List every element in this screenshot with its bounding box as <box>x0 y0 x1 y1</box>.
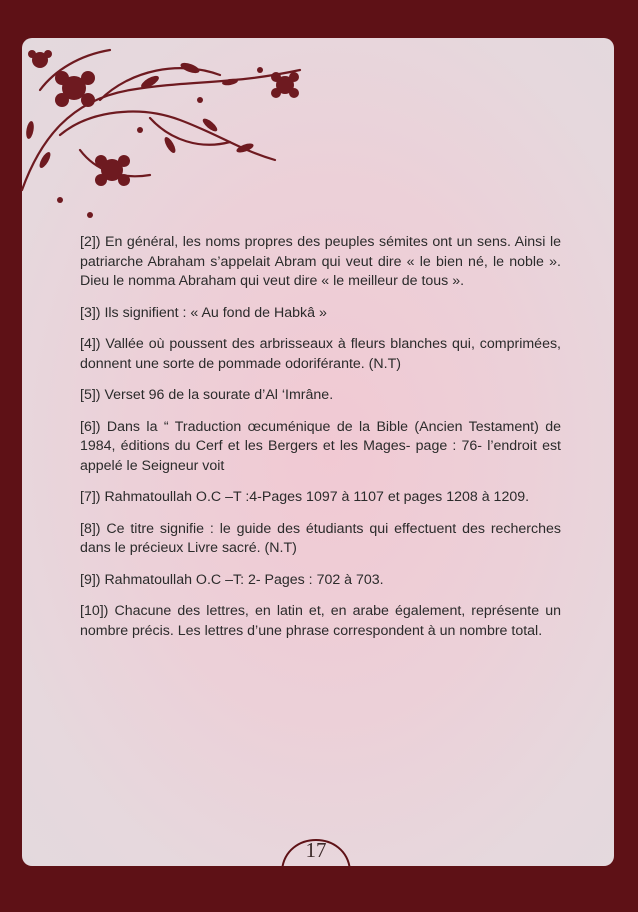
footnote-9: [9]) Rahmatoullah O.C –T: 2- Pages : 702 à 703. <box>80 571 384 588</box>
footnote-5: [5]) Verset 96 de la sourate d’Al ‘Imrâne. <box>80 387 334 403</box>
page-number: 17 <box>305 838 327 862</box>
footnote-6: [6]) Dans la “ Traduction œcuménique de la Bible (Ancien Testament) de 1984, éditions du Cerf et les Bergers et les Mages- page : 76- l’endroit est appelé le Seigneur voit <box>80 418 561 474</box>
floral-ornament <box>0 30 330 230</box>
footnote-2: [2]) En général, les noms propres des peuples sémites ont un sens. Ainsi le patriarche Abraham s’appelait Abram qui veut dire « le bien né, le noble ». Dieu le nomma Abraham qui veut dire « le meilleur de tous ». <box>80 234 561 289</box>
footnote-8: [8]) Ce titre signifie : le guide des étudiants qui effectuent des recherches dans le précieux Livre sacré. (N.T) <box>80 520 561 556</box>
footnote-10: [10]) Chacune des lettres, en latin et, en arabe également, représente un nombre précis. Les lettres d’une phrase correspondent à un nombre total. <box>80 603 561 639</box>
footnote-3: [3]) Ils signifient : « Au fond de Habkâ » <box>80 304 327 321</box>
footnote-7: [7]) Rahmatoullah O.C –T :4-Pages 1097 à 1107 et pages 1208 à 1209. <box>80 489 530 505</box>
page-number-badge <box>276 820 356 870</box>
footnotes-list <box>80 233 561 653</box>
footnote-4: [4]) Vallée où poussent des arbrisseaux à fleurs blanches qui, comprimées, donnent une sorte de pommade odoriférante. (N.T) <box>80 336 561 372</box>
